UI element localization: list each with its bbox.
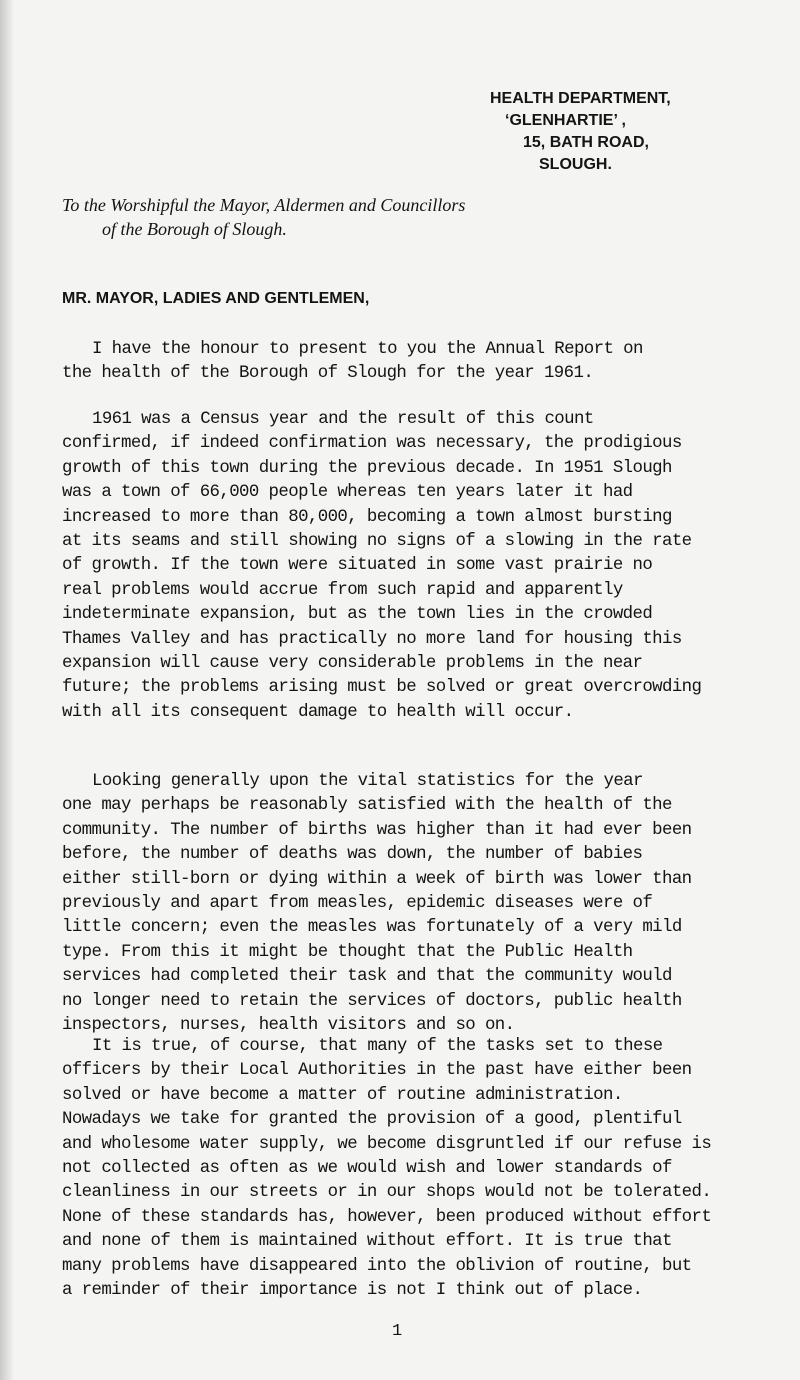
text-line: growth of this town during the previous decade. In 1951 Slough	[62, 458, 672, 478]
greeting: MR. MAYOR, LADIES AND GENTLEMEN,	[62, 290, 370, 307]
text-line: None of these standards has, however, been produced without effort	[62, 1207, 712, 1227]
text-line: increased to more than 80,000, becoming a town almost bursting	[62, 507, 672, 527]
text-line: little concern; even the measles was fortunately of a very mild	[62, 918, 682, 938]
text-line: type. From this it might be thought that the Public Health	[62, 942, 633, 962]
paragraph-routine-tasks	[62, 1035, 782, 1303]
sender-address	[490, 88, 780, 176]
text-line: inspectors, nurses, health visitors and so on.	[62, 1016, 515, 1036]
text-line: Nowadays we take for granted the provision of a good, plentiful	[62, 1110, 682, 1130]
addressee-block	[62, 193, 762, 241]
text-line: expansion will cause very considerable problems in the near	[62, 654, 643, 674]
text-line: future; the problems arising must be solved or great overcrowding	[62, 678, 702, 698]
page-number: 1	[392, 1322, 403, 1341]
text-line: was a town of 66,000 people whereas ten years later it had	[62, 483, 633, 503]
text-line: no longer need to retain the services of doctors, public health	[62, 991, 682, 1011]
address-line: ‘GLENHARTIE’ ,	[505, 112, 626, 129]
text-line: and none of them is maintained without effort. It is true that	[62, 1232, 672, 1252]
text-line: and wholesome water supply, we become disgruntled if our refuse is	[62, 1134, 712, 1154]
text-line: community. The number of births was higher than it had ever been	[62, 820, 692, 840]
text-line: previously and apart from measles, epidemic diseases were of	[62, 894, 653, 914]
addressee-line: of the Borough of Slough.	[102, 219, 287, 239]
text-line: I have the honour to present to you the Annual Report on	[92, 340, 643, 359]
text-line: of growth. If the town were situated in some vast prairie no	[62, 556, 653, 576]
text-line: not collected as often as we would wish and lower standards of	[62, 1159, 672, 1179]
text-line: indeterminate expansion, but as the town lies in the crowded	[62, 605, 653, 625]
text-line: It is true, of course, that many of the tasks set to these	[92, 1037, 663, 1056]
scan-shadow-edge	[0, 0, 14, 1380]
text-line: solved or have become a matter of routine administration.	[62, 1085, 623, 1105]
text-line: the health of the Borough of Slough for the year 1961.	[62, 364, 594, 384]
text-line: real problems would accrue from such rapid and apparently	[62, 580, 623, 600]
text-line: one may perhaps be reasonably satisfied with the health of the	[62, 796, 672, 816]
text-line: many problems have disappeared into the oblivion of routine, but	[62, 1256, 692, 1276]
text-line: Looking generally upon the vital statistics for the year	[92, 772, 643, 791]
addressee-line: To the Worshipful the Mayor, Aldermen and Councillors	[62, 195, 466, 215]
address-line: HEALTH DEPARTMENT,	[490, 90, 671, 107]
address-line: SLOUGH.	[539, 156, 612, 173]
text-line: services had completed their task and that the community would	[62, 967, 672, 987]
text-line: a reminder of their importance is not I think out of place.	[62, 1281, 643, 1301]
paragraph-vital-statistics	[62, 770, 782, 1038]
paragraph-intro	[62, 338, 782, 387]
text-line: 1961 was a Census year and the result of this count	[92, 410, 594, 429]
text-line: at its seams and still showing no signs of a slowing in the rate	[62, 532, 692, 552]
paragraph-census	[62, 408, 782, 725]
text-line: before, the number of deaths was down, the number of babies	[62, 845, 643, 865]
text-line: confirmed, if indeed confirmation was necessary, the prodigious	[62, 434, 682, 454]
text-line: with all its consequent damage to health will occur.	[62, 702, 574, 722]
text-line: either still-born or dying within a week of birth was lower than	[62, 869, 692, 889]
text-line: cleanliness in our streets or in our shops would not be tolerated.	[62, 1183, 712, 1203]
text-line: officers by their Local Authorities in the past have either been	[62, 1061, 692, 1081]
text-line: Thames Valley and has practically no more land for housing this	[62, 629, 682, 649]
address-line: 15, BATH ROAD,	[523, 134, 649, 151]
